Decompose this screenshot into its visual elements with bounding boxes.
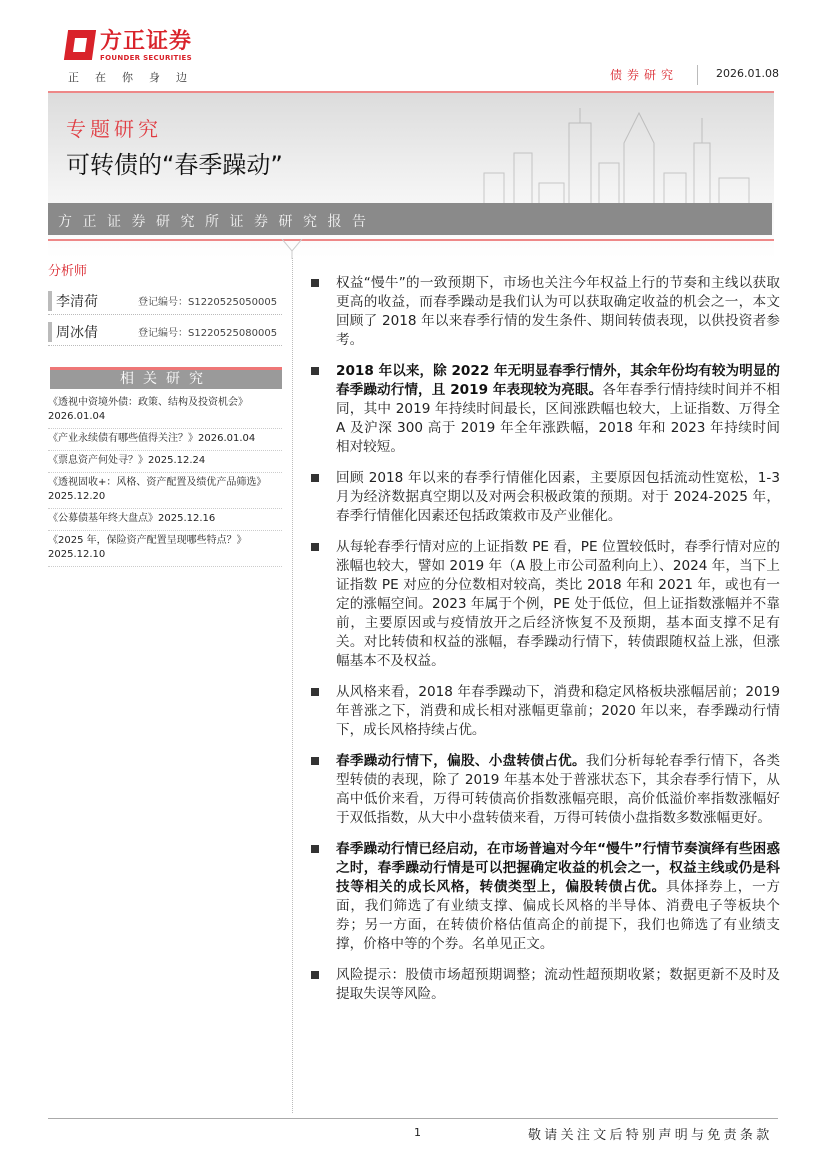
page-number: 1 — [414, 1126, 421, 1139]
column-divider — [292, 258, 293, 1113]
footer-line — [48, 1118, 778, 1119]
summary-list — [308, 274, 780, 1016]
bullet-icon — [311, 279, 319, 287]
header-separator — [697, 65, 698, 85]
related-research-heading: 相关研究 — [50, 367, 282, 389]
point-text: 我们分析每轮春季行情下，各类型转债的表现，除了 2019 年基本处于普涨状态下，其余春季行情下，从高中低价来看，万得可转债高价指数涨幅亮眼，高价低溢价率指数涨幅好于双低指数，从大中小盘转债来看，万得可转债小盘指数多数涨幅更好。 — [336, 753, 781, 826]
point-lead: 春季躁动行情下，偏股、小盘转债占优。 — [336, 753, 586, 769]
bullet-icon — [311, 688, 319, 696]
related-item[interactable]: 《2025 年，保险资产配置呈现哪些特点？》2025.12.10 — [48, 531, 282, 567]
logo-text-cn: 方正证券 — [100, 29, 193, 54]
logo-mark-icon — [64, 30, 96, 60]
bullet-icon — [311, 971, 319, 979]
summary-point — [308, 752, 780, 828]
company-logo — [66, 30, 192, 62]
bullet-icon — [311, 845, 319, 853]
point-lead: 春季躁动行情已经启动，在市场普遍对今年“慢牛”行情节奏演绎有些困惑之时，春季躁动行情是可以把握确定收益的机会之一，权益主线或仍是科技等相关的成长风格，转债类型上，偏股转债占优。 — [336, 841, 780, 895]
summary-point — [308, 362, 780, 457]
related-research-list — [48, 393, 282, 567]
related-item[interactable]: 《透视中资境外债：政策、结构及投资机会》2026.01.04 — [48, 393, 282, 429]
bullet-icon — [311, 367, 319, 375]
point-text: 回顾 2018 年以来的春季行情催化因素，主要原因包括流动性宽松，1-3 月为经济数据真空期以及对两会积极政策的预期。对于 2024-2025 年，春季行情催化因素还包括政策救市及产业催化。 — [336, 470, 780, 524]
title-banner — [48, 91, 774, 258]
point-text: 具体择券上，一方面，我们筛选了有业绩支撑、偏成长风格的半导体、消费电子等板块个券；另一方面，在转债价格估值高企的前提下，我们也筛选了有业绩支撑，价格中等的个券。名单见正文。 — [336, 879, 781, 952]
analyst-row — [48, 318, 282, 346]
point-text: 各年春季行情持续时间并不相同，其中 2019 年持续时间最长，区间涨跌幅也较大，上证指数、万得全 A 及沪深 300 高于 2019 年全年涨跌幅，2018 年和 2023 年持续时间相对较短。 — [336, 382, 780, 455]
point-text: 从每轮春季行情对应的上证指数 PE 看，PE 位置较低时，春季行情对应的涨幅也较大，譬如 2019 年（A 股上市公司盈利向上）、2024 年，当下上证指数 PE 对应的分位数相对较高，类比 2018 年和 2021 年，或也有一定的涨幅空间。2023 年属于个例，PE 处于低位，但上证指数涨幅并不靠前，主要原因或与疫情放开之后经济恢复不及预期，基本面支撑不足有关。对比转债和权益的涨幅，春季躁动行情下，转债跟随权益上涨，但涨幅基本不及权益。 — [336, 539, 780, 669]
banner-underline — [48, 239, 774, 241]
point-lead: 2018 年以来，除 2022 年无明显春季行情外，其余年份均有较为明显的春季躁动行情，且 2019 年表现较为亮眼。 — [336, 363, 780, 398]
summary-point — [308, 683, 780, 740]
disclaimer-note: 敬请关注文后特别声明与免责条款 — [528, 1128, 773, 1143]
point-text: 权益“慢牛”的一致预期下，市场也关注今年权益上行的节奏和主线以获取更高的收益，而春季躁动是我们认为可以获取确定收益的机会之一，本文回顾了 2018 年以来春季行情的发生条件、期间转债表现，以供投资者参考。 — [336, 275, 780, 348]
analyst-heading: 分析师 — [48, 264, 88, 279]
summary-point — [308, 840, 780, 954]
analyst-row — [48, 287, 282, 315]
analyst-reg: 登记编号：S1220525080005 — [138, 328, 278, 339]
report-title: 可转债的“春季躁动” — [66, 151, 283, 179]
summary-point — [308, 538, 780, 671]
summary-point — [308, 274, 780, 350]
bullet-icon — [311, 474, 319, 482]
point-text: 风险提示：股债市场超预期调整；流动性超预期收紧；数据更新不及时及提取失误等风险。 — [336, 967, 780, 1002]
slogan: 正在你身边 — [68, 71, 203, 84]
analyst-reg: 登记编号：S1220525050005 — [138, 297, 278, 308]
related-item[interactable]: 《票息资产何处寻？》2025.12.24 — [48, 451, 282, 473]
analyst-marker — [48, 322, 52, 342]
point-text: 从风格来看，2018 年春季躁动下，消费和稳定风格板块涨幅居前；2019 年普涨之下，消费和成长相对涨幅更靠前；2020 年以来，春季躁动行情下，成长风格持续占优。 — [336, 684, 780, 738]
divider-notch-icon — [281, 239, 303, 259]
related-item[interactable]: 《产业永续债有哪些值得关注？》2026.01.04 — [48, 429, 282, 451]
institute-bar: 方正证券研究所证券研究报告 — [48, 203, 772, 235]
related-item[interactable]: 《公募债基年终大盘点》2025.12.16 — [48, 509, 282, 531]
bullet-icon — [311, 757, 319, 765]
logo-text-en: FOUNDER SECURITIES — [100, 54, 192, 62]
report-type: 专题研究 — [66, 117, 162, 141]
summary-point — [308, 469, 780, 526]
analyst-name: 周冰倩 — [56, 324, 98, 341]
report-category: 债券研究 — [610, 68, 679, 82]
summary-point — [308, 966, 780, 1004]
related-item[interactable]: 《透视固收+：风格、资产配置及绩优产品筛选》2025.12.20 — [48, 473, 282, 509]
bullet-icon — [311, 543, 319, 551]
report-date: 2026.01.08 — [716, 67, 779, 80]
analyst-marker — [48, 291, 52, 311]
analyst-name: 李清荷 — [56, 293, 98, 310]
